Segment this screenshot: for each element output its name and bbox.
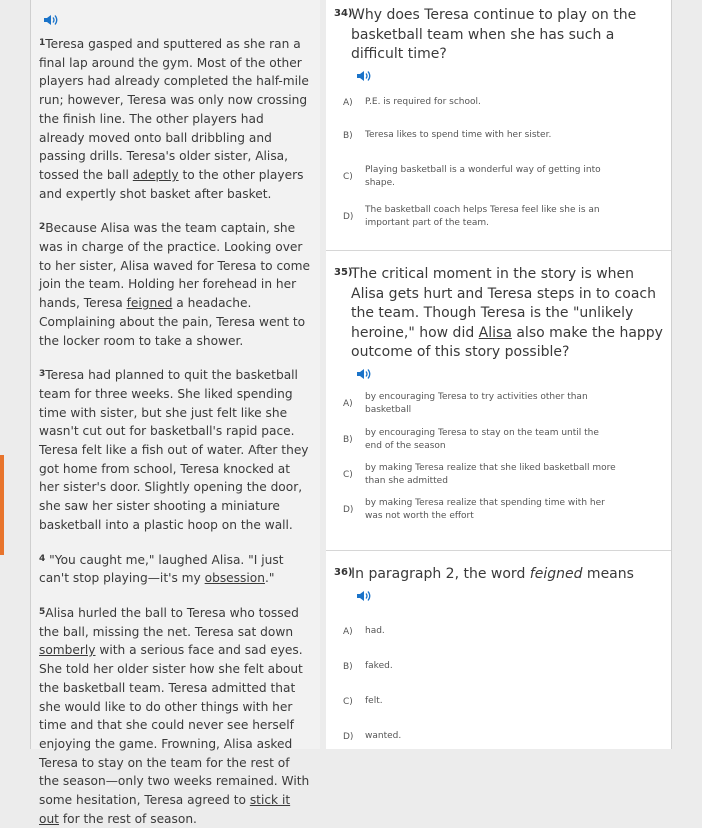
- left-edge-accent: [0, 455, 4, 555]
- frame-divider-right: [671, 0, 672, 749]
- question-text: [351, 565, 634, 585]
- text-run: In paragraph 2, the word: [351, 566, 530, 582]
- answer-choice[interactable]: [326, 391, 616, 417]
- choice-letter: C): [343, 172, 353, 182]
- question-text: [351, 6, 663, 65]
- choice-letter: B): [343, 435, 353, 445]
- choice-text: Teresa likes to spend time with her sister.: [365, 130, 552, 140]
- question-35: [326, 250, 671, 550]
- answer-choice[interactable]: [326, 96, 616, 109]
- paragraph-number: 3: [39, 369, 46, 380]
- paragraph-number: 5: [39, 606, 46, 617]
- answer-choice[interactable]: [326, 462, 616, 488]
- question-number: 34): [334, 8, 353, 19]
- answer-choice[interactable]: [326, 129, 616, 142]
- choice-letter: A): [343, 97, 353, 108]
- question-number: 35): [334, 267, 353, 278]
- choice-letter: B): [343, 130, 353, 141]
- answer-choice[interactable]: [326, 625, 616, 638]
- speaker-icon[interactable]: [356, 69, 372, 83]
- choice-text: faked.: [365, 661, 393, 671]
- answer-choice[interactable]: [326, 164, 616, 190]
- question-stem: [334, 565, 663, 585]
- question-text: [351, 265, 663, 363]
- choice-text: by making Teresa realize that she liked basketball more than she admitted: [365, 463, 616, 486]
- underlined-word: adeptly: [132, 167, 179, 182]
- underlined-word: obsession: [204, 571, 265, 586]
- answer-choice[interactable]: [326, 660, 616, 673]
- questions-panel: [326, 0, 671, 749]
- choice-text: felt.: [365, 696, 383, 706]
- choice-letter: C): [343, 696, 353, 707]
- text-run: Alisa hurled the ball to Teresa who tossed the ball, missing the net. Teresa sat down: [39, 605, 299, 639]
- italic-word: feigned: [529, 566, 583, 582]
- answer-choice[interactable]: [326, 695, 616, 708]
- answer-choice[interactable]: [326, 427, 616, 453]
- passage-paragraph: [39, 366, 312, 534]
- passage-paragraph: [39, 219, 312, 350]
- choice-text: by making Teresa realize that spending time with her was not worth the effort: [365, 498, 605, 521]
- answer-choice[interactable]: [326, 497, 616, 523]
- reading-passage-panel: [31, 0, 320, 826]
- text-run: also make the happy outcome of this story possible?: [351, 324, 663, 360]
- underlined-word: Alisa: [478, 324, 512, 341]
- underlined-word: feigned: [126, 296, 173, 311]
- choice-letter: C): [343, 470, 353, 480]
- choice-letter: D): [343, 731, 354, 742]
- question-number: 36): [334, 567, 353, 578]
- question-stem: [334, 265, 663, 363]
- passage-body: [39, 35, 312, 828]
- passage-paragraph: [39, 551, 312, 588]
- choice-letter: B): [343, 661, 353, 672]
- choice-text: by encouraging Teresa to stay on the team until the end of the season: [365, 428, 599, 451]
- paragraph-number: 1: [39, 38, 46, 48]
- question-stem: [334, 6, 663, 65]
- choice-letter: D): [343, 505, 354, 515]
- text-run: "You caught me," laughed Alisa. "I just can't stop playing—it's my: [39, 552, 284, 586]
- question-34: [326, 6, 671, 250]
- choice-text: had.: [365, 626, 385, 636]
- speaker-icon[interactable]: [356, 589, 372, 603]
- choice-text: wanted.: [365, 731, 402, 741]
- text-run: means: [582, 566, 634, 582]
- choice-letter: A): [343, 626, 353, 637]
- choice-text: by encouraging Teresa to try activities other than basketball: [365, 392, 588, 415]
- text-run: Because Alisa was the team captain, she was in charge of the practice. Looking over to her sister, Alisa waved for Teresa to come join the team. Holding her forehead in her hands, Teresa: [39, 221, 310, 311]
- text-run: Why does Teresa continue to play on the basketball team when she has such a difficult time?: [351, 7, 637, 62]
- text-run: to the other players and expertly shot basket after basket.: [39, 167, 304, 201]
- passage-paragraph: [39, 604, 312, 828]
- choice-text: P.E. is required for school.: [365, 97, 481, 107]
- answer-choice[interactable]: [326, 730, 616, 743]
- speaker-icon[interactable]: [43, 13, 59, 27]
- underlined-word: stick it out: [39, 793, 291, 826]
- passage-paragraph: [39, 35, 312, 203]
- question-36: [326, 550, 671, 749]
- text-run: .": [264, 571, 275, 586]
- choice-letter: A): [343, 399, 353, 409]
- speaker-icon[interactable]: [356, 367, 372, 381]
- text-run: The critical moment in the story is when Alisa gets hurt and Teresa steps in to coach the team. Though Teresa is the "unlikely heroine," how did: [351, 266, 656, 341]
- paragraph-number: 4: [39, 553, 46, 564]
- choice-letter: D): [343, 212, 354, 222]
- text-run: Teresa had planned to quit the basketball team for three weeks. She liked spending time with sister, but she just felt like she wasn't cut out for basketball's rapid pace. Teresa felt like a fish out of water. After they got home from school, Teresa knocked at her sister's door. Slightly opening the door, she saw her sister shooting a miniature basketball into a plastic hoop on the wall.: [39, 368, 309, 532]
- text-run: a headache. Complaining about the pain, Teresa went to the locker room to take a shower.: [39, 296, 306, 348]
- text-run: with a serious face and sad eyes. She told her older sister how she felt about the basketball team. Teresa admitted that she would like to do other things with her time and that she could never see herself enjoying the game. Frowning, Alisa asked Teresa to stay on the team for the rest of the season—only two weeks remained. With some hesitation, Teresa agreed to: [39, 643, 310, 808]
- underlined-word: somberly: [39, 643, 96, 658]
- choice-text: Playing basketball is a wonderful way of getting into shape.: [365, 165, 601, 188]
- paragraph-number: 2: [39, 222, 46, 233]
- choice-text: The basketball coach helps Teresa feel like she is an important part of the team.: [365, 205, 600, 228]
- text-run: for the rest of season.: [58, 811, 197, 826]
- answer-choice[interactable]: [326, 204, 616, 230]
- text-run: Teresa gasped and sputtered as she ran a final lap around the gym. Most of the other players had already completed the half-mile run; however, Teresa was only now crossing the finish line. The other players had already moved onto ball dribbling and passing drills. Teresa's older sister, Alisa, tossed the ball: [39, 37, 309, 182]
